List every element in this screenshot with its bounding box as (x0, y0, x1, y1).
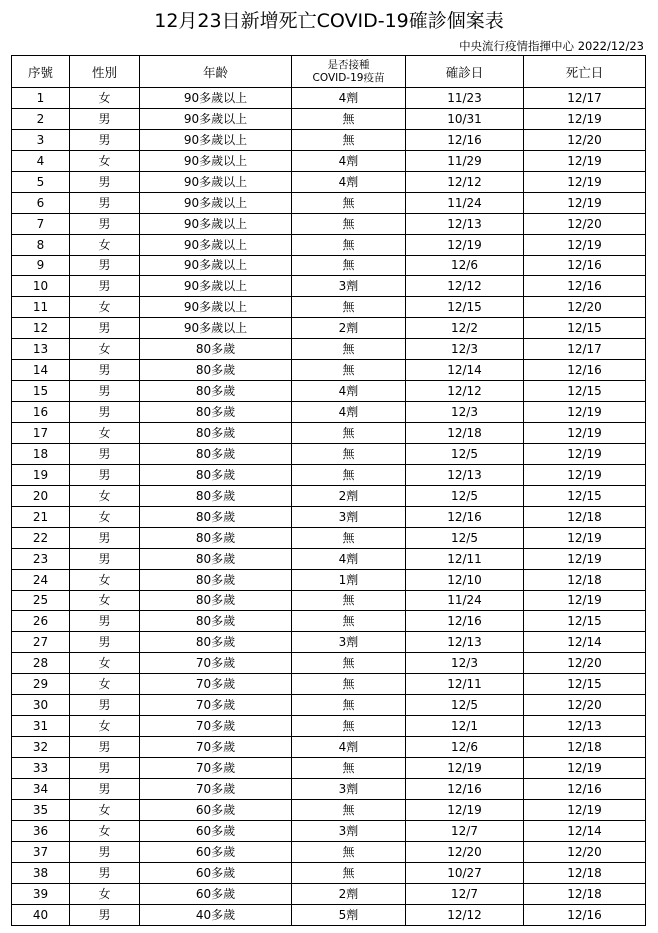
cell-no: 22 (12, 527, 70, 548)
cell-no: 26 (12, 611, 70, 632)
table-row (12, 674, 646, 695)
cell-no: 19 (12, 464, 70, 485)
cell-death-date: 12/19 (524, 423, 646, 444)
header-sex: 性別 (70, 56, 140, 88)
cell-age: 80多歲 (140, 443, 292, 464)
cell-confirmed-date: 12/3 (406, 402, 524, 423)
cell-sex: 男 (70, 255, 140, 276)
cell-death-date: 12/18 (524, 506, 646, 527)
cell-vaccine: 5劑 (292, 904, 406, 925)
cell-no: 18 (12, 443, 70, 464)
cell-death-date: 12/15 (524, 485, 646, 506)
cell-age: 90多歲以上 (140, 192, 292, 213)
cell-vaccine: 無 (292, 108, 406, 129)
cell-confirmed-date: 11/24 (406, 590, 524, 611)
cell-no: 25 (12, 590, 70, 611)
table-row (12, 653, 646, 674)
cell-sex: 女 (70, 485, 140, 506)
cell-death-date: 12/19 (524, 192, 646, 213)
cell-age: 80多歲 (140, 548, 292, 569)
table-row (12, 737, 646, 758)
cell-sex: 男 (70, 381, 140, 402)
cell-no: 16 (12, 402, 70, 423)
cell-confirmed-date: 12/7 (406, 820, 524, 841)
cell-sex: 男 (70, 402, 140, 423)
cell-vaccine: 4劑 (292, 150, 406, 171)
cell-no: 5 (12, 171, 70, 192)
cell-vaccine: 2劑 (292, 318, 406, 339)
cell-confirmed-date: 12/12 (406, 381, 524, 402)
cell-vaccine: 2劑 (292, 883, 406, 904)
table-row (12, 276, 646, 297)
cell-no: 2 (12, 108, 70, 129)
cell-no: 6 (12, 192, 70, 213)
header-vaccine (292, 56, 406, 88)
cell-death-date: 12/20 (524, 653, 646, 674)
cell-confirmed-date: 12/5 (406, 443, 524, 464)
cell-no: 4 (12, 150, 70, 171)
table-row (12, 632, 646, 653)
table-row (12, 171, 646, 192)
cell-vaccine: 4劑 (292, 381, 406, 402)
cell-vaccine: 無 (292, 360, 406, 381)
cell-sex: 女 (70, 716, 140, 737)
cell-sex: 女 (70, 674, 140, 695)
table-row (12, 339, 646, 360)
cell-death-date: 12/20 (524, 213, 646, 234)
cell-sex: 男 (70, 443, 140, 464)
cell-no: 11 (12, 297, 70, 318)
cell-confirmed-date: 12/5 (406, 527, 524, 548)
cell-confirmed-date: 12/19 (406, 234, 524, 255)
cell-age: 90多歲以上 (140, 255, 292, 276)
cell-sex: 男 (70, 737, 140, 758)
cell-vaccine: 無 (292, 590, 406, 611)
table-row (12, 192, 646, 213)
table-row (12, 402, 646, 423)
cell-sex: 男 (70, 318, 140, 339)
cell-death-date: 12/18 (524, 737, 646, 758)
cell-age: 70多歲 (140, 674, 292, 695)
cell-vaccine: 無 (292, 799, 406, 820)
cell-death-date: 12/16 (524, 360, 646, 381)
cell-age: 70多歲 (140, 695, 292, 716)
cell-vaccine: 4劑 (292, 171, 406, 192)
table-row (12, 799, 646, 820)
cell-vaccine: 3劑 (292, 778, 406, 799)
cell-sex: 女 (70, 653, 140, 674)
cell-death-date: 12/19 (524, 590, 646, 611)
cell-sex: 女 (70, 234, 140, 255)
cell-no: 31 (12, 716, 70, 737)
cell-death-date: 12/18 (524, 569, 646, 590)
cell-age: 70多歲 (140, 716, 292, 737)
cell-sex: 男 (70, 611, 140, 632)
cell-no: 23 (12, 548, 70, 569)
cell-sex: 女 (70, 820, 140, 841)
cell-death-date: 12/19 (524, 108, 646, 129)
cell-sex: 男 (70, 360, 140, 381)
cell-death-date: 12/19 (524, 234, 646, 255)
cell-confirmed-date: 12/5 (406, 695, 524, 716)
cell-vaccine: 3劑 (292, 820, 406, 841)
cell-death-date: 12/16 (524, 276, 646, 297)
cell-no: 8 (12, 234, 70, 255)
cell-confirmed-date: 11/29 (406, 150, 524, 171)
table-row (12, 381, 646, 402)
cell-no: 28 (12, 653, 70, 674)
cell-confirmed-date: 12/19 (406, 799, 524, 820)
cell-vaccine: 3劑 (292, 632, 406, 653)
cell-age: 70多歲 (140, 758, 292, 779)
table-row (12, 318, 646, 339)
table-row (12, 464, 646, 485)
cell-confirmed-date: 12/13 (406, 632, 524, 653)
cell-no: 36 (12, 820, 70, 841)
cell-no: 34 (12, 778, 70, 799)
cell-no: 32 (12, 737, 70, 758)
cell-age: 60多歲 (140, 862, 292, 883)
cell-vaccine: 2劑 (292, 485, 406, 506)
table-row (12, 485, 646, 506)
cell-vaccine: 無 (292, 611, 406, 632)
cell-confirmed-date: 12/12 (406, 276, 524, 297)
cell-sex: 男 (70, 695, 140, 716)
cell-sex: 男 (70, 548, 140, 569)
cell-vaccine: 3劑 (292, 506, 406, 527)
cell-no: 10 (12, 276, 70, 297)
cell-death-date: 12/14 (524, 820, 646, 841)
cell-age: 80多歲 (140, 485, 292, 506)
cell-death-date: 12/19 (524, 527, 646, 548)
table-row (12, 841, 646, 862)
cell-no: 12 (12, 318, 70, 339)
cell-vaccine: 4劑 (292, 737, 406, 758)
cell-confirmed-date: 11/24 (406, 192, 524, 213)
cell-death-date: 12/19 (524, 799, 646, 820)
cell-vaccine: 4劑 (292, 548, 406, 569)
cell-age: 90多歲以上 (140, 297, 292, 318)
cell-vaccine: 無 (292, 653, 406, 674)
cell-confirmed-date: 10/31 (406, 108, 524, 129)
cell-sex: 女 (70, 423, 140, 444)
cell-death-date: 12/19 (524, 150, 646, 171)
cell-sex: 男 (70, 213, 140, 234)
source-line: 中央流行疫情指揮中心 2022/12/23 (459, 39, 644, 53)
cell-confirmed-date: 12/1 (406, 716, 524, 737)
table-row (12, 88, 646, 109)
table-row (12, 129, 646, 150)
cell-death-date: 12/14 (524, 632, 646, 653)
cell-death-date: 12/15 (524, 318, 646, 339)
cell-age: 40多歲 (140, 904, 292, 925)
cell-sex: 男 (70, 192, 140, 213)
cell-age: 80多歲 (140, 527, 292, 548)
cell-vaccine: 無 (292, 255, 406, 276)
table-row (12, 108, 646, 129)
cell-age: 80多歲 (140, 464, 292, 485)
table-body (12, 88, 646, 926)
cell-no: 35 (12, 799, 70, 820)
cell-age: 70多歲 (140, 778, 292, 799)
table-row (12, 611, 646, 632)
cell-age: 70多歲 (140, 653, 292, 674)
cell-sex: 男 (70, 632, 140, 653)
cell-age: 80多歲 (140, 381, 292, 402)
cell-confirmed-date: 11/23 (406, 88, 524, 109)
cell-vaccine: 無 (292, 716, 406, 737)
cell-age: 90多歲以上 (140, 234, 292, 255)
cell-vaccine: 無 (292, 527, 406, 548)
header-row (12, 56, 646, 88)
cell-death-date: 12/16 (524, 904, 646, 925)
table-row (12, 548, 646, 569)
cell-death-date: 12/17 (524, 88, 646, 109)
table-row (12, 820, 646, 841)
cell-age: 80多歲 (140, 360, 292, 381)
cell-death-date: 12/19 (524, 443, 646, 464)
table-row (12, 150, 646, 171)
cell-sex: 女 (70, 506, 140, 527)
cell-death-date: 12/15 (524, 381, 646, 402)
cell-no: 33 (12, 758, 70, 779)
cell-sex: 男 (70, 862, 140, 883)
cell-age: 80多歲 (140, 569, 292, 590)
cell-vaccine: 1劑 (292, 569, 406, 590)
cell-vaccine: 無 (292, 129, 406, 150)
cell-no: 27 (12, 632, 70, 653)
cell-sex: 女 (70, 339, 140, 360)
cell-no: 7 (12, 213, 70, 234)
cell-sex: 男 (70, 904, 140, 925)
cell-sex: 女 (70, 297, 140, 318)
cell-sex: 女 (70, 590, 140, 611)
cell-no: 24 (12, 569, 70, 590)
cell-vaccine: 無 (292, 339, 406, 360)
cell-confirmed-date: 12/3 (406, 339, 524, 360)
death-cases-table (11, 55, 646, 926)
cell-sex: 男 (70, 527, 140, 548)
table-header (12, 56, 646, 88)
cell-vaccine: 無 (292, 758, 406, 779)
cell-confirmed-date: 12/11 (406, 674, 524, 695)
cell-confirmed-date: 12/7 (406, 883, 524, 904)
cell-death-date: 12/19 (524, 464, 646, 485)
cell-age: 90多歲以上 (140, 88, 292, 109)
table-row (12, 904, 646, 925)
table-row (12, 883, 646, 904)
cell-confirmed-date: 12/2 (406, 318, 524, 339)
cell-age: 90多歲以上 (140, 171, 292, 192)
cell-no: 14 (12, 360, 70, 381)
cell-vaccine: 3劑 (292, 276, 406, 297)
cell-age: 70多歲 (140, 737, 292, 758)
cell-age: 80多歲 (140, 632, 292, 653)
cell-confirmed-date: 12/11 (406, 548, 524, 569)
cell-death-date: 12/20 (524, 695, 646, 716)
cell-vaccine: 無 (292, 841, 406, 862)
cell-age: 90多歲以上 (140, 150, 292, 171)
cell-no: 20 (12, 485, 70, 506)
cell-age: 90多歲以上 (140, 108, 292, 129)
cell-no: 15 (12, 381, 70, 402)
cell-confirmed-date: 12/16 (406, 129, 524, 150)
cell-confirmed-date: 12/14 (406, 360, 524, 381)
cell-age: 60多歲 (140, 883, 292, 904)
cell-death-date: 12/18 (524, 862, 646, 883)
cell-confirmed-date: 12/6 (406, 255, 524, 276)
cell-no: 17 (12, 423, 70, 444)
cell-confirmed-date: 12/19 (406, 758, 524, 779)
table-row (12, 590, 646, 611)
cell-death-date: 12/19 (524, 402, 646, 423)
cell-confirmed-date: 12/15 (406, 297, 524, 318)
cell-confirmed-date: 12/6 (406, 737, 524, 758)
cell-no: 40 (12, 904, 70, 925)
cell-no: 39 (12, 883, 70, 904)
cell-death-date: 12/19 (524, 171, 646, 192)
table-row (12, 213, 646, 234)
cell-vaccine: 無 (292, 234, 406, 255)
cell-vaccine: 無 (292, 695, 406, 716)
cell-vaccine: 無 (292, 297, 406, 318)
cell-confirmed-date: 12/20 (406, 841, 524, 862)
cell-no: 21 (12, 506, 70, 527)
cell-death-date: 12/20 (524, 841, 646, 862)
cell-vaccine: 無 (292, 423, 406, 444)
header-vaccine-line2: COVID-19疫苗 (312, 71, 385, 84)
table-row (12, 716, 646, 737)
cell-age: 60多歲 (140, 841, 292, 862)
cell-no: 30 (12, 695, 70, 716)
cell-age: 90多歲以上 (140, 318, 292, 339)
table-row (12, 527, 646, 548)
cell-vaccine: 無 (292, 192, 406, 213)
cell-age: 80多歲 (140, 590, 292, 611)
cell-confirmed-date: 12/13 (406, 213, 524, 234)
cell-vaccine: 無 (292, 862, 406, 883)
cell-death-date: 12/18 (524, 883, 646, 904)
cell-vaccine: 無 (292, 213, 406, 234)
cell-confirmed-date: 12/3 (406, 653, 524, 674)
cell-sex: 男 (70, 841, 140, 862)
cell-age: 80多歲 (140, 339, 292, 360)
cell-vaccine: 無 (292, 443, 406, 464)
cell-confirmed-date: 12/16 (406, 506, 524, 527)
cell-age: 90多歲以上 (140, 276, 292, 297)
cell-no: 38 (12, 862, 70, 883)
header-vaccine-line1: 是否接種 (327, 58, 370, 71)
cell-confirmed-date: 12/13 (406, 464, 524, 485)
header-no: 序號 (12, 56, 70, 88)
table-row (12, 443, 646, 464)
table-row (12, 778, 646, 799)
cell-sex: 女 (70, 883, 140, 904)
cell-no: 9 (12, 255, 70, 276)
document-title: 12月23日新增死亡COVID-19確診個案表 (154, 10, 504, 32)
cell-sex: 男 (70, 108, 140, 129)
cell-death-date: 12/17 (524, 339, 646, 360)
cell-confirmed-date: 12/5 (406, 485, 524, 506)
table-row (12, 423, 646, 444)
header-confirmed-date: 確診日 (406, 56, 524, 88)
cell-death-date: 12/16 (524, 255, 646, 276)
table-row (12, 569, 646, 590)
cell-confirmed-date: 12/12 (406, 904, 524, 925)
cell-death-date: 12/19 (524, 758, 646, 779)
cell-death-date: 12/16 (524, 778, 646, 799)
table-row (12, 758, 646, 779)
cell-no: 13 (12, 339, 70, 360)
table-row (12, 297, 646, 318)
cell-sex: 男 (70, 758, 140, 779)
cell-age: 60多歲 (140, 820, 292, 841)
cell-sex: 女 (70, 569, 140, 590)
table-row (12, 862, 646, 883)
cell-vaccine: 4劑 (292, 88, 406, 109)
cell-sex: 男 (70, 464, 140, 485)
cell-vaccine: 無 (292, 674, 406, 695)
cell-sex: 男 (70, 171, 140, 192)
header-age: 年齡 (140, 56, 292, 88)
cell-confirmed-date: 12/12 (406, 171, 524, 192)
cell-confirmed-date: 12/18 (406, 423, 524, 444)
cell-sex: 女 (70, 799, 140, 820)
cell-age: 60多歲 (140, 799, 292, 820)
cell-death-date: 12/20 (524, 129, 646, 150)
cell-confirmed-date: 12/16 (406, 611, 524, 632)
cell-sex: 男 (70, 778, 140, 799)
header-death-date: 死亡日 (524, 56, 646, 88)
cell-age: 90多歲以上 (140, 129, 292, 150)
cell-confirmed-date: 12/10 (406, 569, 524, 590)
cell-vaccine: 4劑 (292, 402, 406, 423)
cell-sex: 女 (70, 150, 140, 171)
cell-no: 29 (12, 674, 70, 695)
table-row (12, 255, 646, 276)
cell-death-date: 12/19 (524, 548, 646, 569)
cell-no: 1 (12, 88, 70, 109)
cell-confirmed-date: 10/27 (406, 862, 524, 883)
cell-death-date: 12/20 (524, 297, 646, 318)
cell-age: 80多歲 (140, 402, 292, 423)
cell-death-date: 12/15 (524, 674, 646, 695)
cell-death-date: 12/13 (524, 716, 646, 737)
cell-confirmed-date: 12/16 (406, 778, 524, 799)
table-row (12, 360, 646, 381)
cell-death-date: 12/15 (524, 611, 646, 632)
table-row (12, 506, 646, 527)
cell-age: 90多歲以上 (140, 213, 292, 234)
table-row (12, 234, 646, 255)
cell-age: 80多歲 (140, 506, 292, 527)
cell-age: 80多歲 (140, 423, 292, 444)
cell-no: 37 (12, 841, 70, 862)
cell-sex: 男 (70, 276, 140, 297)
cell-sex: 男 (70, 129, 140, 150)
cell-vaccine: 無 (292, 464, 406, 485)
cell-sex: 女 (70, 88, 140, 109)
cell-no: 3 (12, 129, 70, 150)
cell-age: 80多歲 (140, 611, 292, 632)
table-row (12, 695, 646, 716)
